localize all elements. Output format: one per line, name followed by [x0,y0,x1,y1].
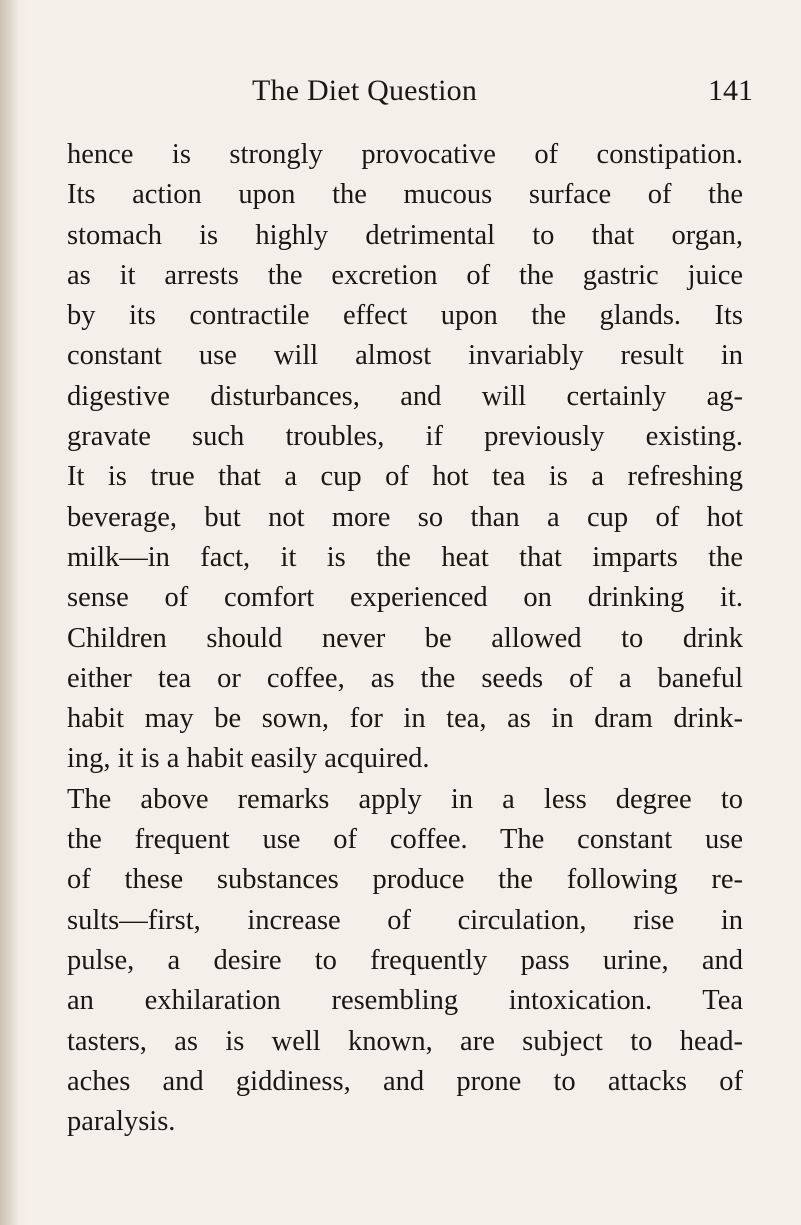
text-line: pulse, a desire to frequently pass urine, and [67,944,743,976]
text-line: constant use will almost invariably result in [67,340,743,372]
text-line: paralysis. [67,1106,176,1138]
text-line: Its action upon the mucous surface of the [67,179,743,211]
text-line: The above remarks apply in a less degree to [67,783,743,815]
text-line: the frequent use of coffee. The constant use [67,824,743,856]
text-line: either tea or coffee, as the seeds of a baneful [67,662,743,694]
text-line: an exhilaration resembling intoxication. Tea [67,985,743,1017]
body-text [67,135,743,1142]
text-line: milk—in fact, it is the heat that imparts the [67,541,743,573]
text-line: tasters, as is well known, are subject to head- [67,1025,743,1057]
text-line: hence is strongly provocative of constipation. [67,139,743,170]
page-number: 141 [708,74,753,107]
gutter-shadow [0,0,18,1225]
text-line: sults—first, increase of circulation, rise in [67,904,743,936]
text-line: digestive disturbances, and will certainly ag- [67,380,743,412]
text-line: aches and giddiness, and prone to attacks of [67,1065,743,1097]
text-line: of these substances produce the following re- [67,864,743,896]
text-line: sense of comfort experienced on drinking it. [67,582,743,614]
running-title: The Diet Question [252,74,478,107]
text-line: by its contractile effect upon the glands. Its [67,300,743,332]
text-line: ing, it is a habit easily acquired. [67,743,430,775]
text-line: It is true that a cup of hot tea is a refreshing [67,461,743,493]
text-line: Children should never be allowed to drink [67,622,743,654]
text-line: as it arrests the excretion of the gastric juice [67,259,743,291]
text-line: habit may be sown, for in tea, as in dram drink- [67,703,743,735]
running-head [0,70,801,110]
text-line: gravate such troubles, if previously existing. [67,421,743,453]
text-line: stomach is highly detrimental to that organ, [67,219,743,251]
text-line: beverage, but not more so than a cup of hot [67,501,743,533]
